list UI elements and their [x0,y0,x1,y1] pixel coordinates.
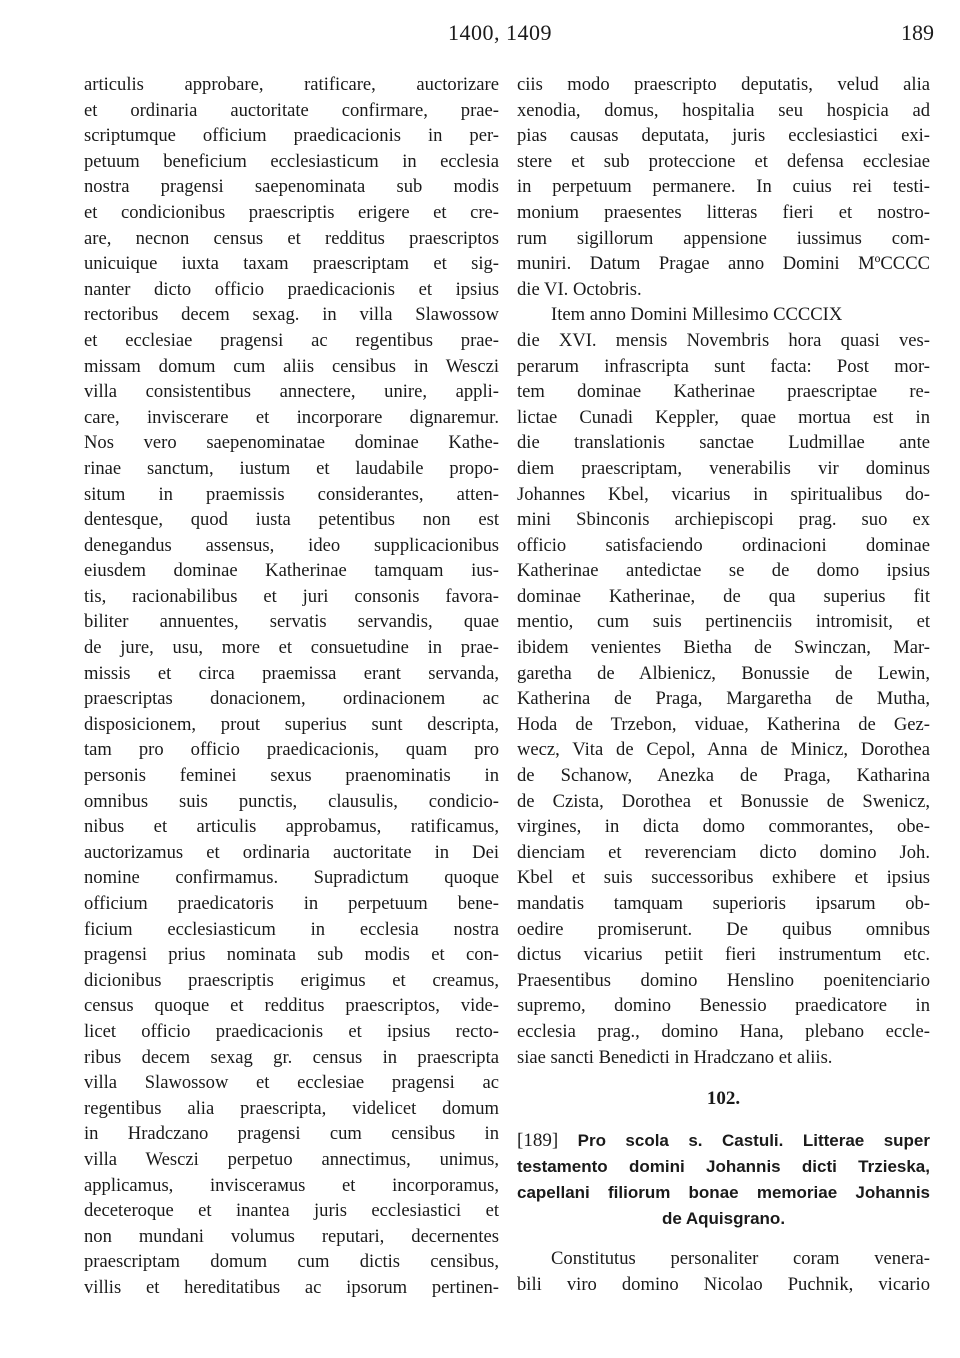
text-line: dentesque, quod iusta petentibus non est [84,509,499,531]
text-line: praescriptas donacionem, ordinacionem ac [84,688,499,710]
text-line: Item anno Domini Millesimo CCCCIX [551,304,843,326]
heading-line [517,1128,930,1154]
text-line: bili viro domino Nicolao Puchnik, vicario [517,1273,930,1295]
text-line: Johannes Kbel, vicarius in spiritualibus do- [517,483,930,505]
text-line: Katherinae antedictae se de domo ipsius [517,560,930,582]
heading-text: Pro scola s. Castuli. Litterae super [577,1131,930,1151]
text-line: tam pro officio praedicacionis, quam pro [84,739,499,761]
text-line: siae sancti Benedicti in Hradczano et aliis. [517,1046,833,1068]
page-number: 189 [901,20,934,45]
text-line: villa Wesczi perpetuo annectimus, unimus, [84,1148,499,1170]
heading-reference-number: [189] [517,1130,559,1152]
text-line: tis, racionabilibus et juri consonis favora- [84,585,499,607]
text-line: nanter dicto officio praedicacionis et ipsius [84,278,499,300]
text-line: mentio, cum suis pertinenciis intromisit, et [517,611,930,633]
text-line: licet officio praedicacionis et ipsius recto- [84,1020,499,1042]
left-text-column [84,72,499,1301]
text-line: villa Slawossow et ecclesiae pragensi ac [84,1072,499,1094]
text-line: ibidem venientes Bietha de Swinczan, Mar- [517,637,930,659]
text-line: stere et sub proteccione et defensa ecclesiae [517,150,930,172]
heading-line: testamento domini Johannis dicti Trzieska, [517,1157,930,1177]
text-line: articulis approbare, ratificare, auctorizare [84,74,499,95]
text-line: Nos vero saepenominatae dominae Kathe- [84,432,499,454]
text-line: in Hradczano pragensi cum censibus in [84,1123,499,1145]
text-line: dicionibus praescriptis erigimus et creamus, [84,969,499,991]
text-line: dominae Katherinae, de qua superius fit [517,585,930,607]
text-line: ficium ecclesiasticum in ecclesia nostra [84,918,499,940]
text-line: regentibus alia praescripta, videlicet domum [84,1097,499,1119]
text-line: rinae sanctum, iustum et laudabile propo- [84,457,499,479]
document-body-opening [517,1246,930,1297]
text-line: ciis modo praescripto deputatis, velud alia [517,74,930,95]
text-line: denegandus assensus, ideo supplicacionibus [84,534,499,556]
text-line: situm in praemissis considerantes, atten- [84,483,499,505]
text-line: scriptumque officium praedicacionis in per- [84,125,499,147]
text-line: ecclesia prag., domino Hana, plebano eccle- [517,1020,930,1042]
text-line: supremo, domino Benessio praedicatore in [517,995,930,1017]
text-line: virgines, in dicta domo commorantes, obe- [517,816,930,838]
text-line: census quoque et redditus praescriptos, vide- [84,995,499,1017]
document-heading [517,1128,930,1232]
text-line: monium praesentes litteras fieri et nostro- [517,201,930,223]
text-line: omnibus suis punctis, clausulis, condicio- [84,790,499,812]
text-line: missam domum cum aliis censibus in Wesczi [84,355,499,377]
text-line: Kbel et suis successoribus exhibere et ipsius [517,867,930,889]
text-line: tem dominae Katherinae praescriptae re- [517,381,930,403]
text-line: Hoda de Trzebon, viduae, Katherina de Gez- [517,713,930,735]
header-years: 1400, 1409 [448,20,552,45]
text-line: die translationis sanctae Ludmillae ante [517,432,930,454]
text-line: in perpetuum permanere. In cuius rei testi- [517,176,930,198]
text-line: die XVI. mensis Novembris hora quasi ves- [517,329,930,351]
spacer [517,1232,930,1246]
text-line: applicamus, inviscerамus et incorporamus, [84,1174,499,1196]
text-line: Praesentibus domino Henslino poenitenciario [517,969,930,991]
text-line: nostra pragensi saepenominata sub modis [84,176,499,198]
text-line: die VI. Octobris. [517,278,642,300]
text-line: pragensi prius nominata sub modis et con- [84,944,499,966]
heading-line: de Aquisgrano. [661,1209,786,1229]
text-line: dienciam et reverenciam dicto domino Joh. [517,841,930,863]
spacer [517,1070,930,1084]
text-line: dictus vicarius petiit fieri instrumentum etc. [517,944,930,966]
text-line: unicuique iuxta taxam praescriptam et sig- [84,253,499,275]
text-line: villa consistentibus annectere, unire, appli- [84,381,499,403]
text-line: officium praedicatoris in perpetuum bene- [84,893,499,914]
text-line: villis et hereditatibus ac ipsorum pertinen- [84,1276,499,1298]
text-line: diem praescriptam, venerabilis vir dominus [517,457,930,479]
text-line: ribus decem sexag gr. census in praescripta [84,1046,499,1068]
text-line: personis feminei sexus praenominatis in [84,765,499,787]
text-line: Katherina de Praga, Margaretha de Mutha, [517,688,930,710]
text-line: nomine confirmamus. Supradictum quoque [84,867,499,889]
spacer [517,1114,930,1128]
text-line: eiusdem dominae Katherinae tamquam ius- [84,560,499,582]
text-line: wecz, Vita de Cepol, Anna de Minicz, Dorothea [517,739,930,761]
text-line: are, necnon census et redditus praescriptos [84,227,499,249]
document-number: 102. [706,1088,741,1110]
text-line: et ecclesiae pragensi ac regentibus prae- [84,329,499,351]
text-line: nibus et articulis approbamus, ratificamus, [84,816,499,838]
text-line: et ordinaria auctoritate confirmare, prae- [84,99,499,121]
text-line: oedire promiserunt. De quibus omnibus [517,918,930,940]
text-line: non mundani volumus reputari, decernentes [84,1225,499,1247]
text-line: mandatis tamquam superioris ipsarum ob- [517,893,930,914]
item-entry-paragraph [517,302,930,1070]
text-line: de Schanow, Anezka de Praga, Katharina [517,765,930,787]
text-line: et condicionibus praescriptis erigere et cre- [84,201,499,223]
text-line: disposicionem, prout superius sunt descripta, [84,713,499,735]
text-line: xenodia, domus, hospitalia seu hospicia ad [517,99,930,121]
text-line: biliter annuentes, servatis servandis, quae [84,611,499,633]
page-header [0,20,960,52]
text-line: praescriptam domum cum dictis censibus, [84,1251,499,1273]
text-line: de Czista, Dorothea et Bonussie de Swenicz, [517,790,930,812]
text-line: rectoribus decem sexag. in villa Slawossow [84,304,499,326]
text-line: de jure, usu, more et consuetudine in prae- [84,637,499,659]
text-line: officio satisfaciendo ordinacioni dominae [517,534,930,556]
text-line: muniri. Datum Pragae anno Domini MºCCCC [517,253,930,275]
right-column-opening-text [517,72,930,302]
right-text-column [517,72,930,1297]
text-line: perarum infrascripta sunt facta: Post mor- [517,355,930,377]
heading-line: capellani filiorum bonae memoriae Johannis [517,1183,930,1203]
text-line: auctorizamus et ordinaria auctoritate in Dei [84,841,499,863]
text-line: garetha de Albienicz, Bonussie de Lewin, [517,662,930,684]
text-line: mini Sbinconis archiepiscopi prag. suo ex [517,509,930,531]
text-line: Constitutus personaliter coram venera- [551,1248,930,1270]
text-line: pias causas deputata, juris ecclesiastici exi- [517,125,930,147]
text-line: rum sigillorum appensione iussimus com- [517,227,930,249]
text-line: missis et circa praemissa erant servanda, [84,662,499,684]
text-line: care, inviscerare et incorporare dignaremur. [84,406,499,428]
text-line: deceteroque et inantea juris ecclesiastici et [84,1200,499,1222]
text-line: petuum beneficium ecclesiasticum in ecclesia [84,150,499,172]
text-line: lictae Cunadi Keppler, quae mortua est in [517,406,930,428]
